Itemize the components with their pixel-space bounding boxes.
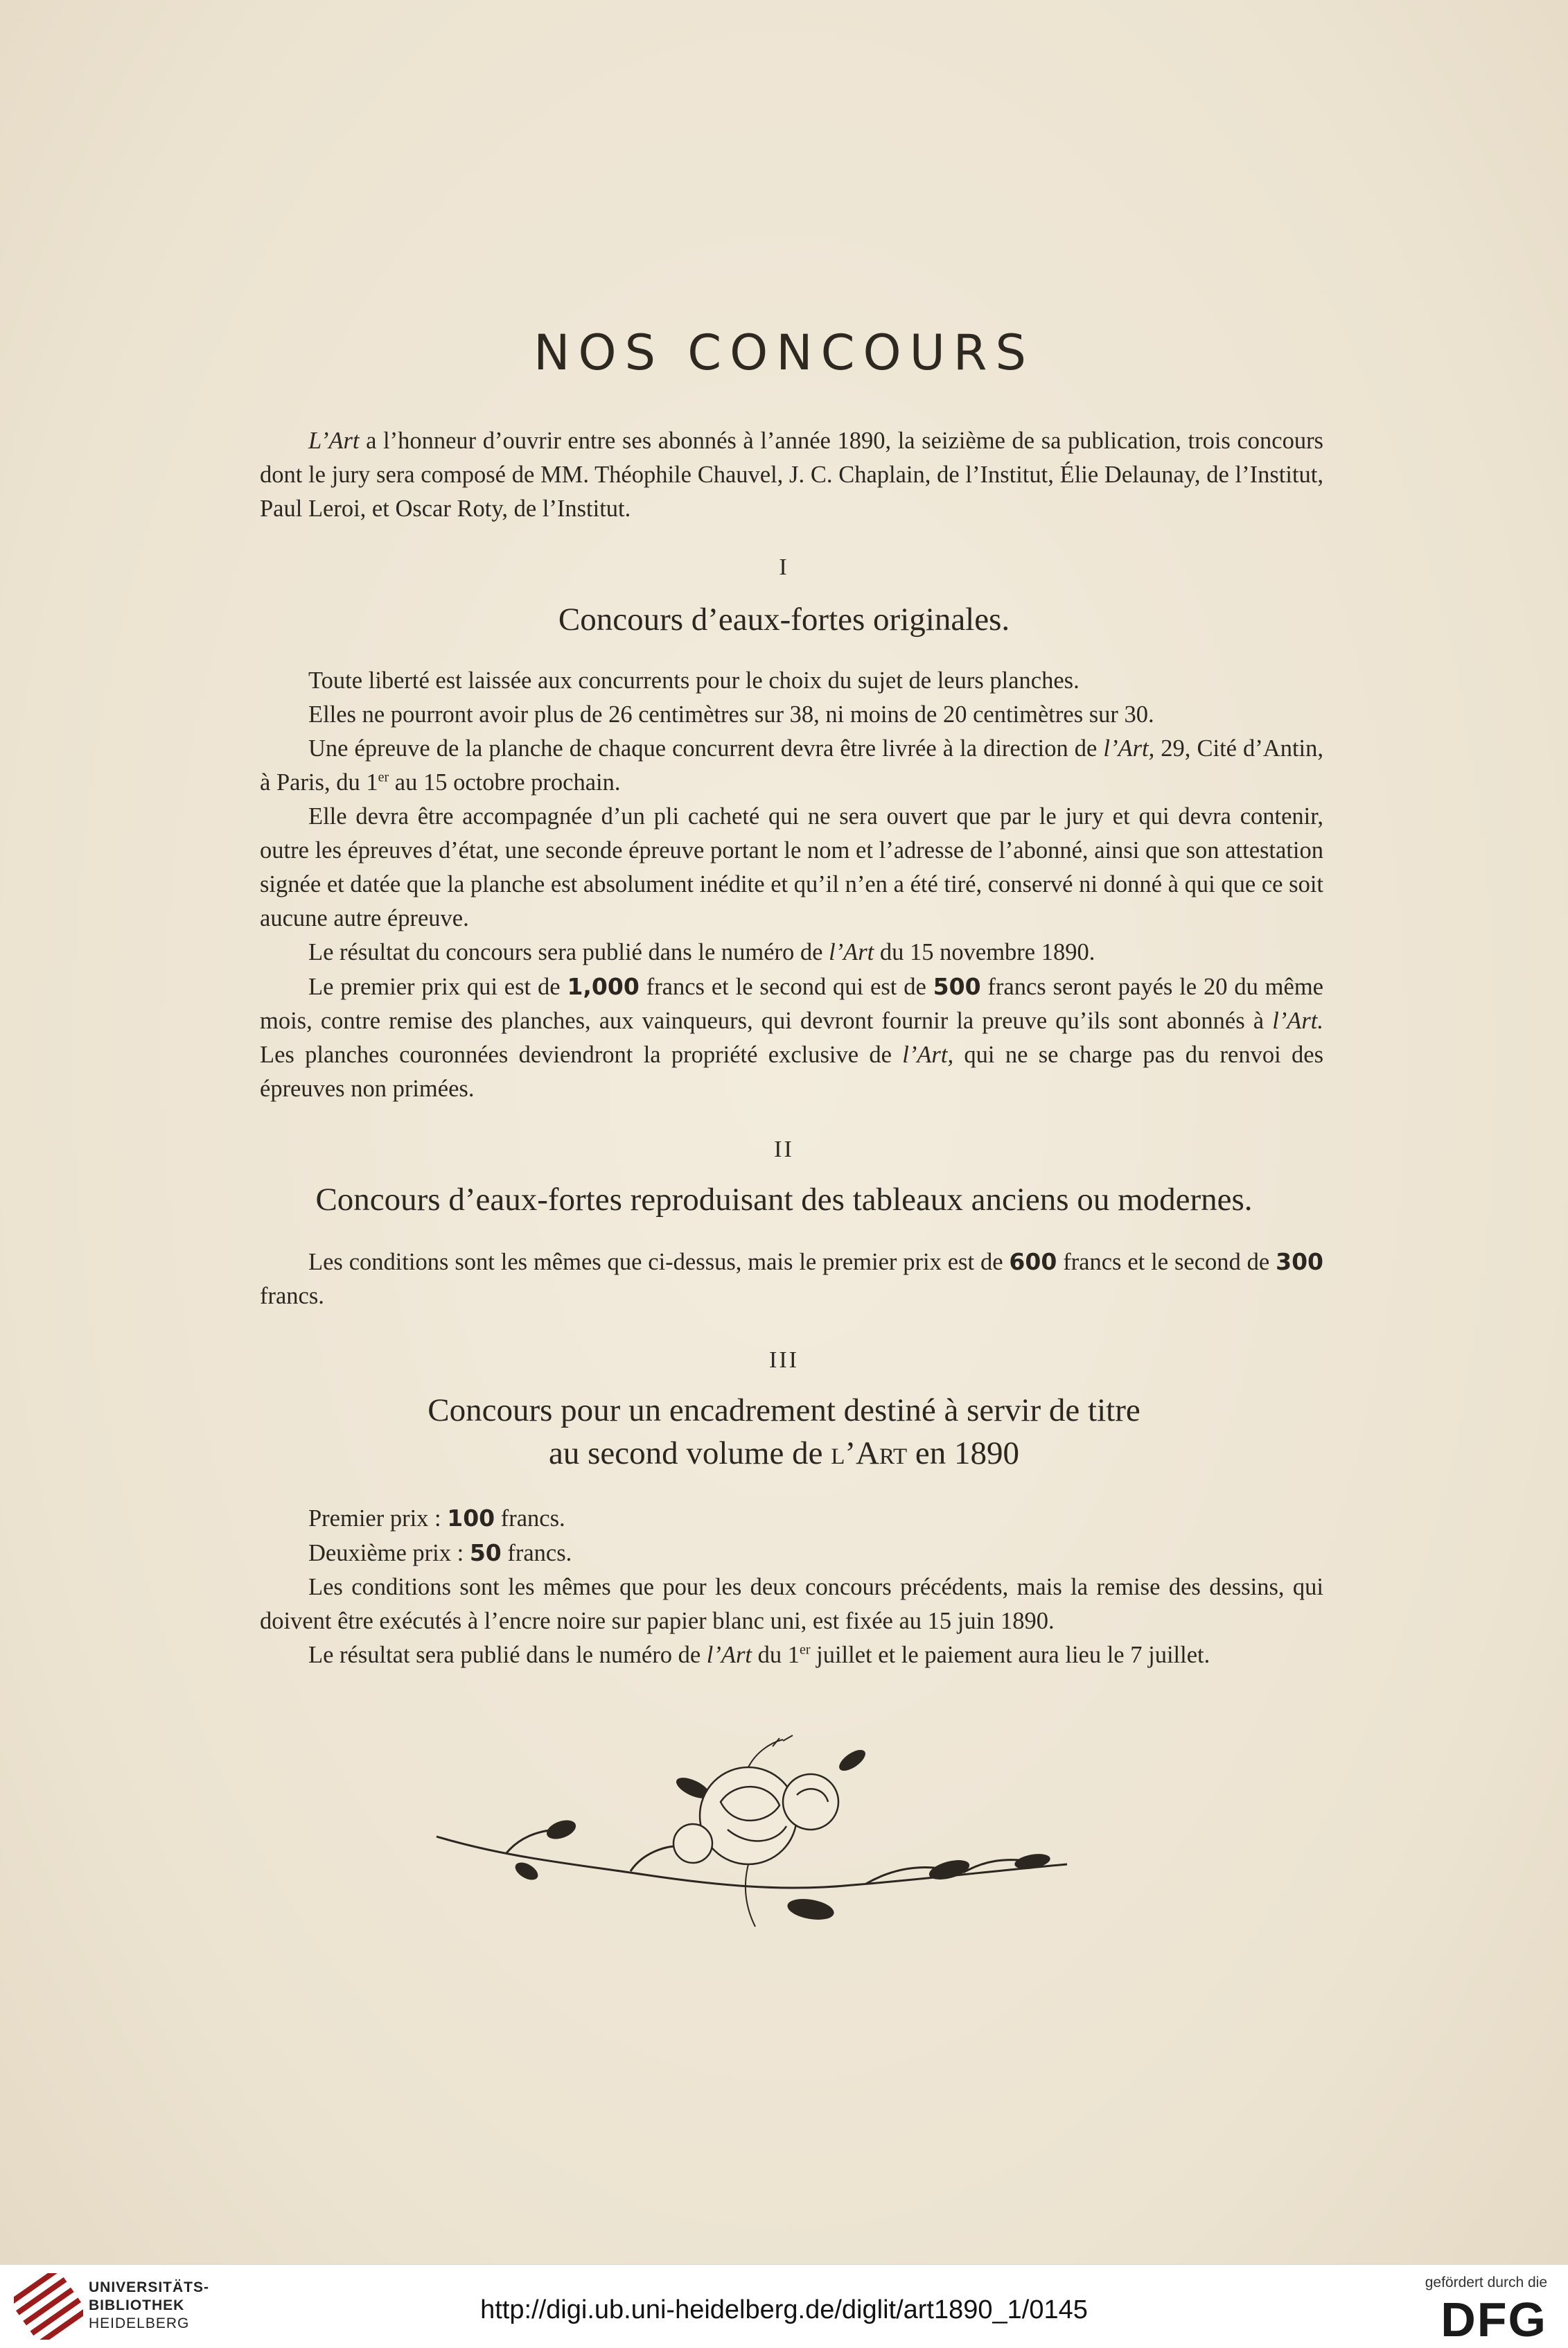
document-url[interactable]: http://digi.ub.uni-heidelberg.de/diglit/art1890_1/0145	[480, 2295, 1088, 2324]
first-prize-line: Premier prix : 100 francs.	[308, 1505, 565, 1532]
section-1-p5: Le résultat du concours sera publié dans le numéro de l’Art du 15 novembre 1890.	[308, 939, 1095, 965]
section-3-heading	[0, 1389, 1568, 1475]
section-1-p3: Une épreuve de la planche de chaque concurrent devra être livrée à la direction de l’Art, 29, Cité d’Antin, à Paris, du 1er au 15 octobre prochain.	[260, 735, 1323, 796]
section-3-p1: Les conditions sont les mêmes que pour les deux concours précédents, mais la remise des dessins, qui doivent être exécutés à l’encre noire sur papier blanc uni, est fixée au 15 juin 1890.	[260, 1574, 1323, 1634]
section-3-p2: Le résultat sera publié dans le numéro de l’Art du 1er juillet et le paiement aura lieu le 7 juillet.	[308, 1642, 1210, 1668]
page-title: NOS CONCOURS	[534, 324, 1034, 381]
section-1-p4: Elle devra être accompagnée d’un pli cacheté qui ne sera ouvert que par le jury et qui devra contenir, outre les épreuves d’état, une seconde épreuve portant le nom et l’adresse de l’abonné, ainsi que son attestation signée et datée que la planche est absolument inédite et qu’il n’en a été tiré, conservé ni donné à qui que ce soit aucune autre épreuve.	[260, 803, 1323, 931]
prize-amount: 500	[933, 973, 981, 1000]
library-name: UNIVERSITÄTS- BIBLIOTHEK HEIDELBERG	[89, 2279, 210, 2331]
section-2-body	[260, 1245, 1323, 1313]
dfg-logo: DFG	[1441, 2293, 1547, 2347]
floral-vignette-icon	[423, 1726, 1081, 1934]
section-3-heading-line2: au second volume de l’Art en 1890	[548, 1435, 1020, 1471]
section-3-heading-line1: Concours pour un encadrement destiné à servir de titre	[428, 1392, 1140, 1428]
second-prize-line: Deuxième prix : 50 francs.	[308, 1539, 572, 1566]
section-3-numeral: III	[769, 1347, 799, 1373]
section-2-numeral: II	[774, 1137, 794, 1162]
section-2-p1: Les conditions sont les mêmes que ci-dessus, mais le premier prix est de 600 francs et le second de 300 francs.	[260, 1248, 1323, 1309]
prize-amount: 600	[1009, 1248, 1057, 1275]
art-title: L’Art	[308, 428, 360, 454]
prize-amount: 300	[1276, 1248, 1323, 1275]
section-1-p2: Elles ne pourront avoir plus de 26 centimètres sur 38, ni moins de 20 centimètres sur 30.	[308, 701, 1154, 728]
footer-bar	[0, 2264, 1568, 2348]
funding-note: gefördert durch die	[1425, 2275, 1547, 2290]
section-1-p1: Toute liberté est laissée aux concurrents pour le choix du sujet de leurs planches.	[308, 667, 1080, 694]
section-1-heading: Concours d’eaux-fortes originales.	[558, 602, 1010, 638]
section-1-numeral: I	[779, 554, 789, 580]
prize-amount: 50	[469, 1539, 502, 1566]
section-1-body	[260, 664, 1323, 1106]
prize-amount: 100	[447, 1505, 495, 1532]
section-3-body	[260, 1501, 1323, 1672]
section-1-p6: Le premier prix qui est de 1,000 francs et le second qui est de 500 francs seront payés le 20 du même mois, contre remise des planches, aux vainqueurs, qui devront fournir la preuve qu’ils sont abonnés à l’Art. Les planches couronnées deviendront la propriété exclusive de l’Art, qui ne se charge pas du renvoi des épreuves non primées.	[260, 973, 1323, 1102]
prize-amount: 1,000	[567, 973, 640, 1000]
intro-text: a l’honneur d’ouvrir entre ses abonnés à l’année 1890, la seizième de sa publication, trois concours dont le jury sera composé de MM. Théophile Chauvel, J. C. Chaplain, de l’Institut, Élie Delaunay, de l’Institut, Paul Leroi, et Oscar Roty, de l’Institut.	[260, 428, 1323, 522]
intro-paragraph	[260, 424, 1323, 526]
section-2-heading: Concours d’eaux-fortes reproduisant des tableaux anciens ou modernes.	[315, 1182, 1253, 1218]
